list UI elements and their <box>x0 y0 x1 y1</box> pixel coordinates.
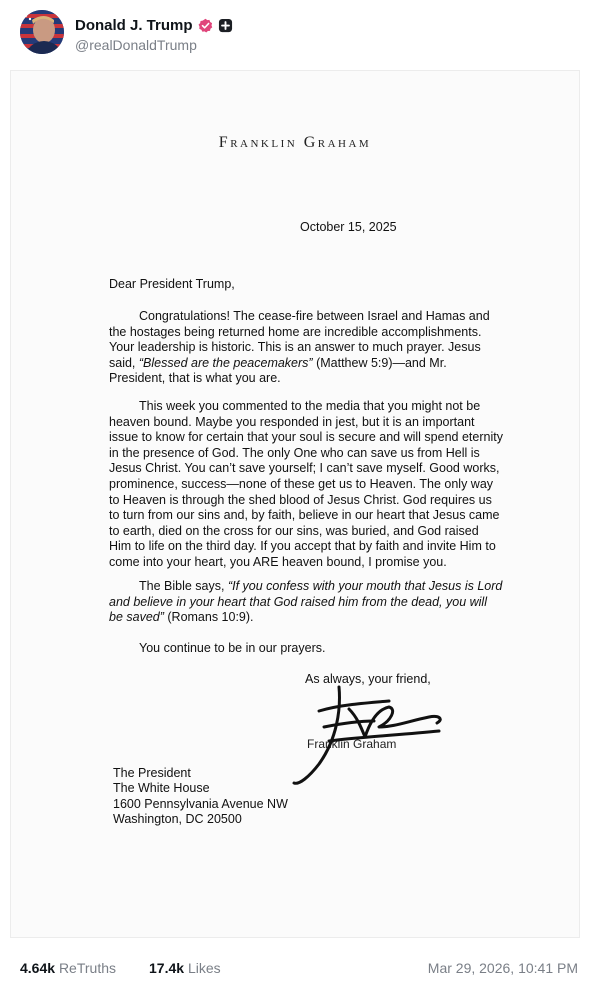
address-line: The President <box>113 766 191 780</box>
letter-paragraph-1 <box>109 309 503 387</box>
letter-salutation: Dear President Trump, <box>109 277 235 291</box>
flag-portrait-icon <box>20 10 64 54</box>
letter-paragraph-3 <box>109 579 503 626</box>
letter-paragraph-4 <box>109 641 503 657</box>
author-handle[interactable]: @realDonaldTrump <box>75 37 197 53</box>
signature-name: Franklin Graham <box>307 737 397 751</box>
likes-count: 17.4k <box>149 960 185 976</box>
likes-stat[interactable] <box>149 960 221 976</box>
handwritten-signature <box>279 679 449 789</box>
avatar[interactable] <box>20 10 64 54</box>
p4-text: You continue to be in our prayers. <box>139 641 326 655</box>
post-header <box>20 10 580 56</box>
letter-image[interactable] <box>10 70 580 938</box>
post-footer <box>20 960 578 980</box>
retruths-count: 4.64k <box>20 960 56 976</box>
p2-text: This week you commented to the media that you might not be heaven bound. Maybe you responded in jest, but it is an important issue to know for certain that your soul is secure and will spend eternity in the presence of God. The only One who can save us from Hell is Jesus Christ. You can’t save yourself; I can’t save myself. Good works, prominence, success—none of these get us to Heaven. The only way to Heaven is through the shed blood of Jesus Christ. God requires us to turn from our sins and, by faith, believe in our heart that Jesus came to earth, died on the cross for our sins, was buried, and God raised Him to life on the third day. If you accept that by faith and invite Him to come into your heart, you ARE heaven bound, I promise you. <box>109 399 503 569</box>
post-timestamp[interactable]: Mar 29, 2026, 10:41 PM <box>427 960 578 976</box>
recipient-address <box>113 766 288 828</box>
address-line: Washington, DC 20500 <box>113 812 242 827</box>
author-row <box>75 15 233 35</box>
p3-quote: “If you confess with your mouth that Jesus is Lord and believe in your heart that God raised him from the dead, you will be saved” <box>109 579 503 625</box>
retruths-stat[interactable] <box>20 960 116 976</box>
letterhead-text: Franklin Graham <box>218 134 372 151</box>
p1-text-a: Congratulations! The cease-fire between Israel and Hamas and the hostages being returned home are incredible accomplishments. Your leadership is historic. This is an answer to much prayer. Jesus said, <box>109 309 490 370</box>
p3-text-a: The Bible says, <box>139 579 228 593</box>
likes-label: Likes <box>187 960 221 976</box>
letter-date: October 15, 2025 <box>300 220 397 234</box>
plus-square-icon <box>218 18 233 33</box>
retruths-label: ReTruths <box>58 960 116 976</box>
address-line: The White House <box>113 781 210 796</box>
letter-closing: As always, your friend, <box>305 672 431 686</box>
p3-text-b: (Romans 10:9). <box>163 610 254 625</box>
verified-badge-icon <box>198 18 213 33</box>
letterhead <box>11 134 579 152</box>
p1-quote: “Blessed are the peacemakers” <box>138 355 313 370</box>
p1-text-b: (Matthew 5:9)—and Mr. President, that is what you are. <box>109 355 447 386</box>
letter-paragraph-2 <box>109 399 503 571</box>
address-line: 1600 Pennsylvania Avenue NW <box>113 796 288 811</box>
author-name[interactable]: Donald J. Trump <box>75 16 193 34</box>
